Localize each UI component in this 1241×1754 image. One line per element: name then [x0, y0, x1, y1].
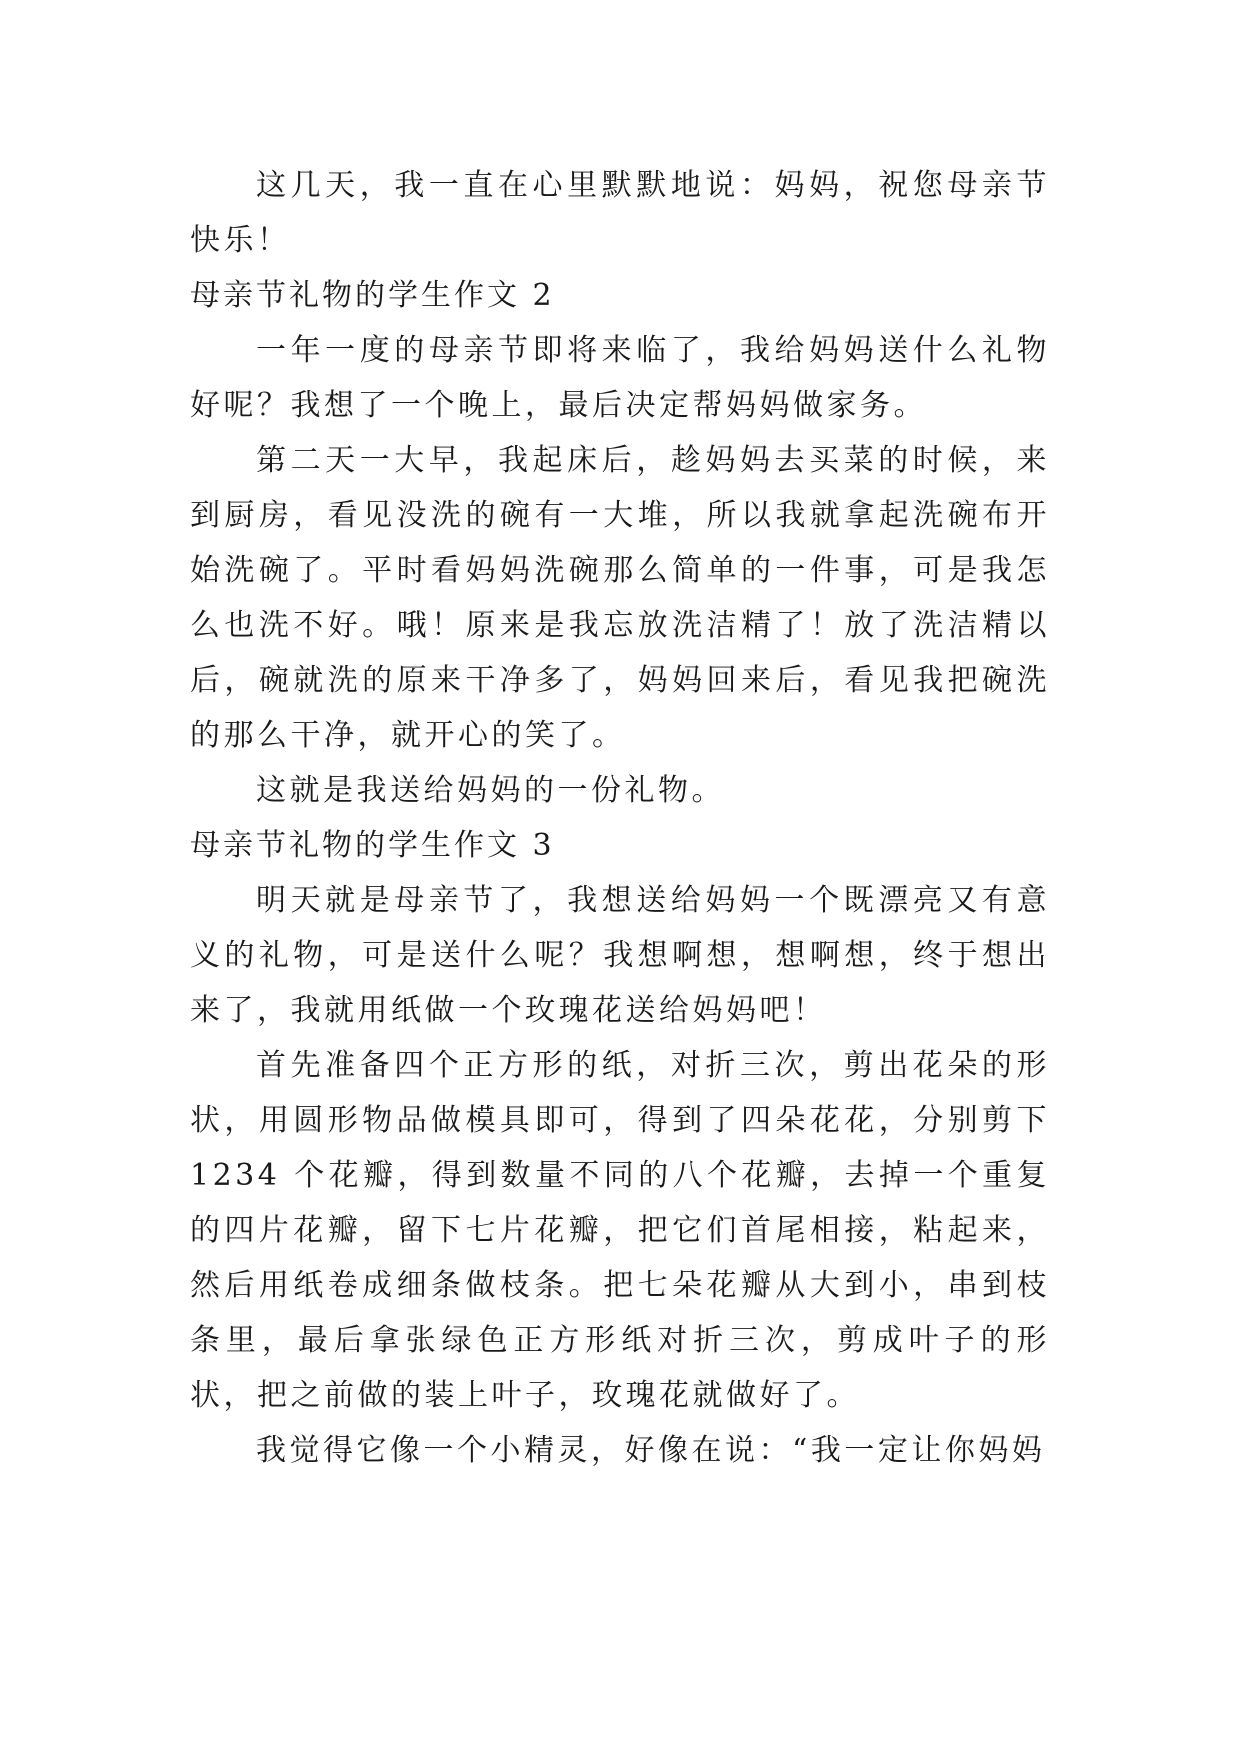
document-body [190, 158, 1050, 1478]
paragraph-rose-idea: 明天就是母亲节了，我想送给妈妈一个既漂亮又有意义的礼物，可是送什么呢？我想啊想，想啊想，终于想出来了，我就用纸做一个玫瑰花送给妈妈吧！ [190, 883, 1050, 1028]
paragraph-wish: 这几天，我一直在心里默默地说：妈妈，祝您母亲节快乐！ [190, 168, 1050, 258]
paragraph-little-elf: 我觉得它像一个小精灵，好像在说：“我一定让你妈妈 [256, 1433, 1046, 1468]
paragraph-gift-idea: 一年一度的母亲节即将来临了，我给妈妈送什么礼物好呢？我想了一个晚上，最后决定帮妈妈做家务。 [190, 333, 1050, 423]
paragraph-washing-dishes: 第二天一大早，我起床后，趁妈妈去买菜的时候，来到厨房，看见没洗的碗有一大堆，所以我就拿起洗碗布开始洗碗了。平时看妈妈洗碗那么简单的一件事，可是我怎么也洗不好。哦！原来是我忘放洗洁精了！放了洗洁精以后，碗就洗的原来干净多了，妈妈回来后，看见我把碗洗的那么干净，就开心的笑了。 [190, 443, 1050, 753]
paragraph-gift-conclusion: 这就是我送给妈妈的一份礼物。 [256, 773, 725, 808]
essay-title-3: 母亲节礼物的学生作文 3 [190, 828, 555, 863]
essay-title-2: 母亲节礼物的学生作文 2 [190, 278, 555, 313]
paragraph-rose-steps: 首先准备四个正方形的纸，对折三次，剪出花朵的形状，用圆形物品做模具即可，得到了四朵花花，分别剪下 1234 个花瓣，得到数量不同的八个花瓣，去掉一个重复的四片花瓣，留下七片花瓣，把它们首尾相接，粘起来，然后用纸卷成细条做枝条。把七朵花瓣从大到小，串到枝条里，最后拿张绿色正方形纸对折三次，剪成叶子的形状，把之前做的装上叶子，玫瑰花就做好了。 [190, 1048, 1050, 1413]
